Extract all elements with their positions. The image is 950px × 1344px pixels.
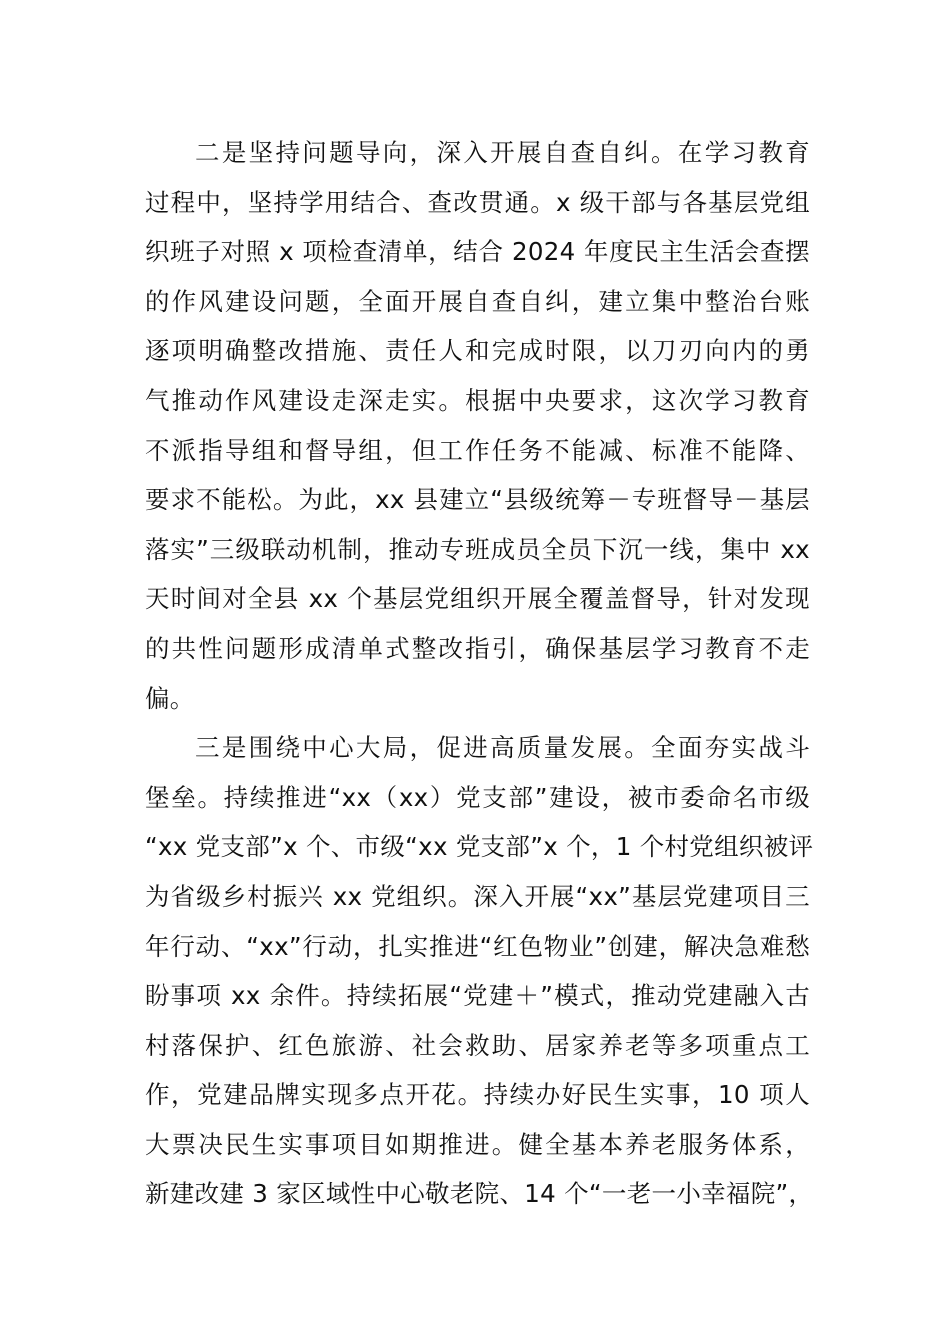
paragraph-2 <box>145 723 814 1219</box>
text-line: 新建改建 3 家区域性中心敬老院、14 个“一老一小幸福院”， <box>145 1179 814 1209</box>
text-line: 的共性问题形成清单式整改指引，确保基层学习教育不走 <box>145 633 810 663</box>
text-line: 的作风建设问题，全面开展自查自纠，建立集中整治台账 <box>145 286 810 316</box>
text-line: 年行动、“xx”行动，扎实推进“红色物业”创建，解决急难愁 <box>145 931 810 961</box>
text-line: 为省级乡村振兴 xx 党组织。深入开展“xx”基层党建项目三 <box>145 881 810 911</box>
paragraph-1 <box>145 128 810 723</box>
text-line: 不派指导组和督导组，但工作任务不能减、标准不能降、 <box>145 435 810 465</box>
text-line: 天时间对全县 xx 个基层党组织开展全覆盖督导，针对发现 <box>145 584 810 614</box>
text-line: 落实”三级联动机制，推动专班成员全员下沉一线，集中 xx <box>145 534 810 564</box>
text-line: 逐项明确整改措施、责任人和完成时限，以刀刃向内的勇 <box>145 336 810 366</box>
text-line: 过程中，坚持学用结合、查改贯通。x 级干部与各基层党组 <box>145 187 810 217</box>
text-line: 要求不能松。为此，xx 县建立“县级统筹－专班督导－基层 <box>145 485 810 515</box>
text-line: 二是坚持问题导向，深入开展自查自纠。在学习教育 <box>195 138 810 167</box>
text-line: “xx 党支部”x 个、市级“xx 党支部”x 个，1 个村党组织被评 <box>145 832 814 862</box>
text-line: 偏。 <box>145 683 195 713</box>
text-line: 盼事项 xx 余件。持续拓展“党建＋”模式，推动党建融入古 <box>145 981 810 1011</box>
text-line: 村落保护、红色旅游、社会救助、居家养老等多项重点工 <box>145 1030 810 1060</box>
text-line: 作，党建品牌实现多点开花。持续办好民生实事，10 项人 <box>145 1080 810 1110</box>
text-line: 气推动作风建设走深走实。根据中央要求，这次学习教育 <box>145 385 810 415</box>
text-line: 三是围绕中心大局，促进高质量发展。全面夯实战斗 <box>195 733 810 763</box>
document-body <box>145 128 814 1219</box>
text-line: 织班子对照 x 项检查清单，结合 2024 年度民主生活会查摆 <box>145 237 810 267</box>
text-line: 堡垒。持续推进“xx（xx）党支部”建设，被市委命名市级 <box>145 782 810 812</box>
text-line: 大票决民生实事项目如期推进。健全基本养老服务体系， <box>145 1129 810 1159</box>
